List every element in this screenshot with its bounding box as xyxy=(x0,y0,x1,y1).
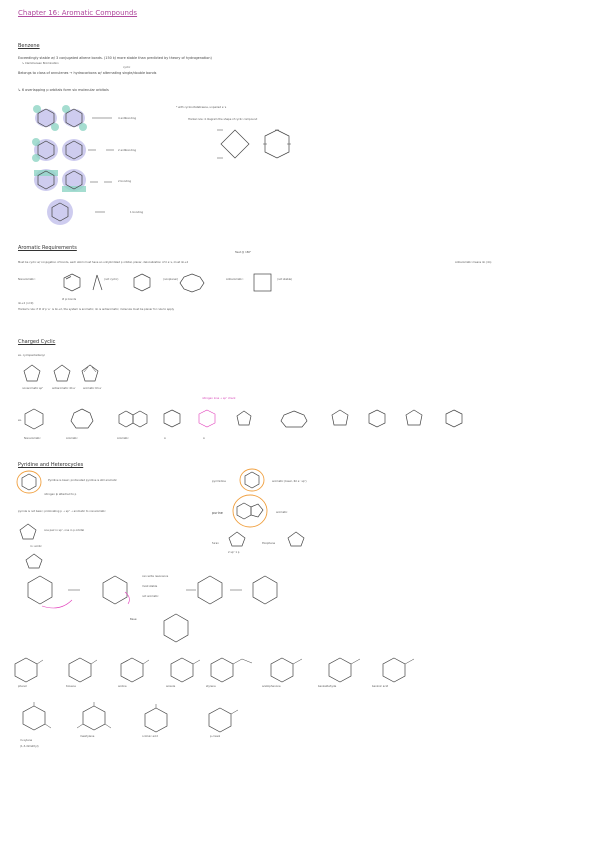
purine-label: purine xyxy=(212,511,223,515)
purine-note: aromatic xyxy=(276,511,288,514)
cmpd-o-toluic-acid: o-toluic acid xyxy=(142,735,158,738)
rxn-note-2: most stable xyxy=(142,585,158,588)
aromatic-req-line1: Must be cyclic w/ conjugation of bonds, each atom must have an unhybridized p orbital, planar, delocalization of π e⁻s, must 4n+2 xyxy=(18,261,189,264)
cmpd-anisole: anisole xyxy=(166,685,176,688)
benzene-line2-note: cyclic xyxy=(123,66,131,69)
huckel-line: Hückel's rule: if # of p⁻e⁻ is 4n+2, the system is aromatic; 4n is antiaromatic; molecule must be planar for rule to apply xyxy=(18,308,175,311)
antiaromatic-note: Antiaromatic means 4n (4n) xyxy=(455,261,492,264)
ring-label-2: antiaromatic 4π e⁻ xyxy=(52,387,77,390)
label-antiaromatic: Antiaromatic: xyxy=(226,278,244,281)
mo-orbitals-drawing xyxy=(22,100,162,215)
cmpd-benzoic-acid: benzoic acid xyxy=(372,685,389,688)
rxn-note-1: can write resonance xyxy=(142,575,169,578)
base-label: Base: xyxy=(130,618,138,621)
mo-label-4: 1 bonding xyxy=(130,211,144,214)
compound-row-1 xyxy=(10,654,590,686)
fleet-note: fleet @ 180° xyxy=(235,251,252,254)
cyclopentadienyl-rings xyxy=(22,363,112,387)
purine-drawing xyxy=(232,493,272,529)
frost-line: Hückel rule: 4 diagram the shape of cyclic compound xyxy=(188,118,258,121)
label-not-stable: (not stable) xyxy=(277,278,293,281)
rxn-note-3: not aromatic xyxy=(142,595,159,598)
pyridine-heading: Pyridine and Heterocycles xyxy=(18,462,84,468)
cmpd-aniline: aniline xyxy=(118,685,127,688)
mo-label-3: 2 bonding xyxy=(118,180,132,183)
pyrrolide-drawing xyxy=(24,552,44,570)
pyrrole-line: pyrrole is not basic; protonating p → sp³ → aromatic to nonaromatic xyxy=(18,510,106,513)
nonaromatic-molecules xyxy=(62,272,212,294)
pyrrole-drawing xyxy=(18,522,40,542)
mo-label-2: 2 antibonding xyxy=(118,149,136,152)
label-nonplanar: (nonplanar) xyxy=(163,278,179,281)
cmpd-mesitylene: mesitylene xyxy=(80,735,95,738)
furan-drawing xyxy=(227,530,247,548)
cmpd-m-xylene: m-xylene xyxy=(20,739,33,742)
ro-acidic: ro: acidic xyxy=(30,545,42,548)
charged-sub: ex. cyclopentadienyl xyxy=(18,354,45,357)
benzene-heading: Benzene xyxy=(18,43,40,49)
huckel-small: 4n+2 (n=0) xyxy=(18,302,34,305)
pyrrole-sub: one pair in sp², one in p orbital xyxy=(44,529,85,532)
cmpd-p-cresol: p-cresol xyxy=(210,735,221,738)
cmpd-styrene: styrene xyxy=(206,685,216,688)
cmpd-toluene: toluene xyxy=(66,685,76,688)
mo-label-1: 4 antibonding xyxy=(118,117,136,120)
pyrimidine-label: pyrimidine xyxy=(212,480,226,483)
ex-label: ex. xyxy=(18,419,22,422)
ring2-label-1: Nonaromatic xyxy=(24,437,41,440)
reaction-scheme xyxy=(20,572,290,642)
ring2-label-5: A xyxy=(203,437,205,440)
pyrimidine-drawing xyxy=(238,467,268,493)
charged-ring-examples xyxy=(22,407,472,435)
cmpd-xylene-sub: (1,3-dimethyl) xyxy=(20,745,39,748)
label-not-cyclic: (not cyclic) xyxy=(104,278,119,281)
thiophene-label: thiophene xyxy=(262,542,276,545)
cmpd-phenol: phenol xyxy=(18,685,27,688)
benzene-line3: ↳ 6 overlapping p orbitals form six molecular orbitals xyxy=(18,88,109,92)
compound-row-2 xyxy=(14,702,274,738)
cyclobutadiene xyxy=(252,272,274,294)
ring-label-3: aromatic 6π e⁻ xyxy=(83,387,103,390)
pi-bonds-note: # pi bonds xyxy=(62,298,77,301)
pyridine-sub: nitrogen lp attached to p xyxy=(44,493,77,496)
charged-heading: Charged Cyclic xyxy=(18,339,56,345)
furan-sub: 2 sp² 1 p xyxy=(228,551,240,554)
benzene-line2: Belongs to class of annulenes → hydrocarbons w/ alternating single/double bonds xyxy=(18,71,157,75)
cmpd-benzaldehyde: benzaldehyde xyxy=(318,685,337,688)
ring-label-1: nonaromatic sp³ xyxy=(22,387,44,390)
aromatic-req-heading: Aromatic Requirements xyxy=(18,245,77,251)
base-product xyxy=(160,612,196,646)
benzene-line1-sub: ↳ Clemmensen Bromination xyxy=(22,62,59,65)
label-nonaromatic: Nonaromatic: xyxy=(18,278,36,281)
pyrimidine-note: aromatic (basic, 6π e⁻ sp²) xyxy=(272,480,307,483)
pink-note: nitrogen lone → sp² check xyxy=(202,397,236,400)
ring2-label-2: Aromatic xyxy=(66,437,78,440)
pyridine-line: Pyridine is basic; protonated pyridine is still aromatic xyxy=(48,479,117,482)
page-title: Chapter 16: Aromatic Compounds xyxy=(18,9,138,17)
benzene-line1: Exceedingly stable w/ 3 conjugated alkene bonds. (150 kJ more stable than predicted by theory of hydrogenation) xyxy=(18,56,212,60)
ring2-label-3: Aromatic xyxy=(117,437,129,440)
pyridine-drawing xyxy=(16,470,46,496)
cmpd-acetophenone: acetophenone xyxy=(262,685,281,688)
ring2-label-4: A xyxy=(164,437,166,440)
furan-label: furan xyxy=(212,542,219,545)
thiophene-drawing xyxy=(286,530,306,548)
frost-note: * with cyclooctatetraene, unpaired e⁻s xyxy=(176,106,227,109)
frost-circle-diagrams xyxy=(215,125,315,170)
